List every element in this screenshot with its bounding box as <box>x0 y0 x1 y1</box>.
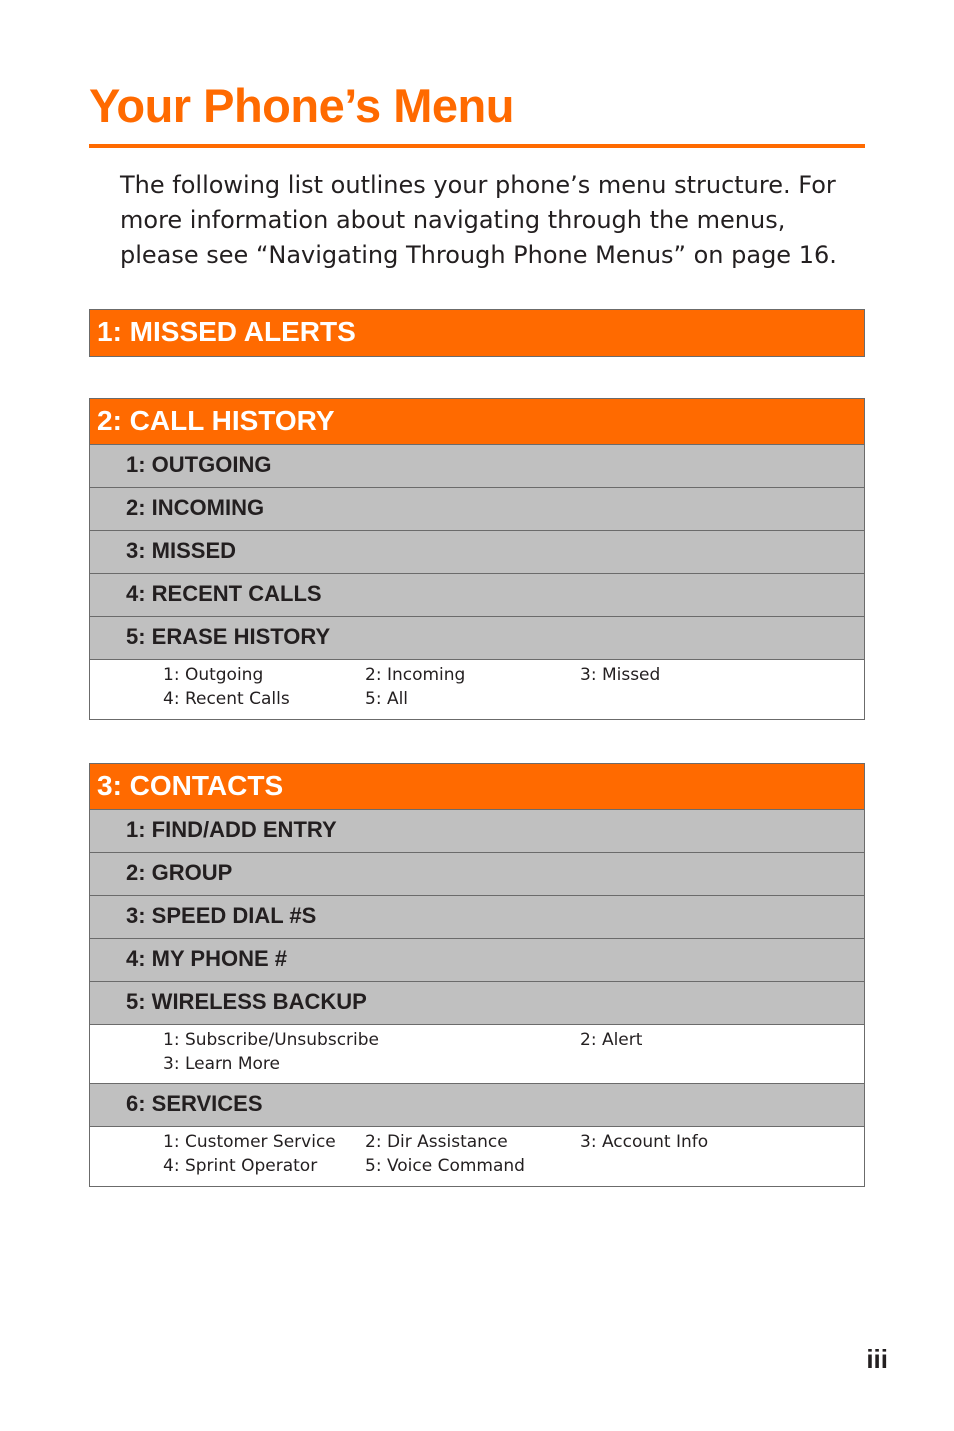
option-item: 4: Recent Calls <box>163 689 290 709</box>
page-number: iii <box>866 1344 888 1374</box>
menu-item-wireless-backup: 5: WIRELESS BACKUP <box>90 982 864 1025</box>
option-item: 3: Missed <box>580 665 661 685</box>
page-title: Your Phone’s Menu <box>89 79 514 132</box>
section-header-call-history: 2: CALL HISTORY <box>90 399 864 445</box>
option-item: 2: Alert <box>580 1030 643 1050</box>
intro-line: more information about navigating through the menus, <box>120 206 786 234</box>
option-item: 2: Dir Assistance <box>365 1132 508 1152</box>
menu-item-erase-history: 5: ERASE HISTORY <box>90 617 864 660</box>
option-item: 1: Outgoing <box>163 665 264 685</box>
intro-paragraph <box>120 168 865 273</box>
services-options <box>90 1127 864 1186</box>
erase-history-options <box>90 660 864 719</box>
section-header-missed-alerts: 1: MISSED ALERTS <box>90 310 864 356</box>
menu-item-missed: 3: MISSED <box>90 531 864 574</box>
option-item: 5: Voice Command <box>365 1156 525 1176</box>
option-item: 3: Account Info <box>580 1132 709 1152</box>
intro-line: please see “Navigating Through Phone Menus” on page 16. <box>120 241 837 269</box>
intro-line: The following list outlines your phone’s menu structure. For <box>120 171 836 199</box>
option-item: 1: Subscribe/Unsubscribe <box>163 1030 380 1050</box>
menu-item-my-phone: 4: MY PHONE # <box>90 939 864 982</box>
menu-item-outgoing: 1: OUTGOING <box>90 445 864 488</box>
title-divider <box>89 144 865 148</box>
menu-section-missed-alerts <box>89 309 865 357</box>
option-item: 3: Learn More <box>163 1054 281 1074</box>
menu-item-speed-dial: 3: SPEED DIAL #S <box>90 896 864 939</box>
menu-item-recent-calls: 4: RECENT CALLS <box>90 574 864 617</box>
menu-item-group: 2: GROUP <box>90 853 864 896</box>
menu-section-call-history <box>89 398 865 720</box>
wireless-backup-options <box>90 1025 864 1084</box>
menu-item-find-add-entry: 1: FIND/ADD ENTRY <box>90 810 864 853</box>
option-item: 4: Sprint Operator <box>163 1156 318 1176</box>
option-item: 1: Customer Service <box>163 1132 336 1152</box>
option-item: 2: Incoming <box>365 665 466 685</box>
menu-item-services: 6: SERVICES <box>90 1084 864 1127</box>
option-item: 5: All <box>365 689 409 709</box>
menu-item-incoming: 2: INCOMING <box>90 488 864 531</box>
menu-section-contacts <box>89 763 865 1187</box>
section-header-contacts: 3: CONTACTS <box>90 764 864 810</box>
